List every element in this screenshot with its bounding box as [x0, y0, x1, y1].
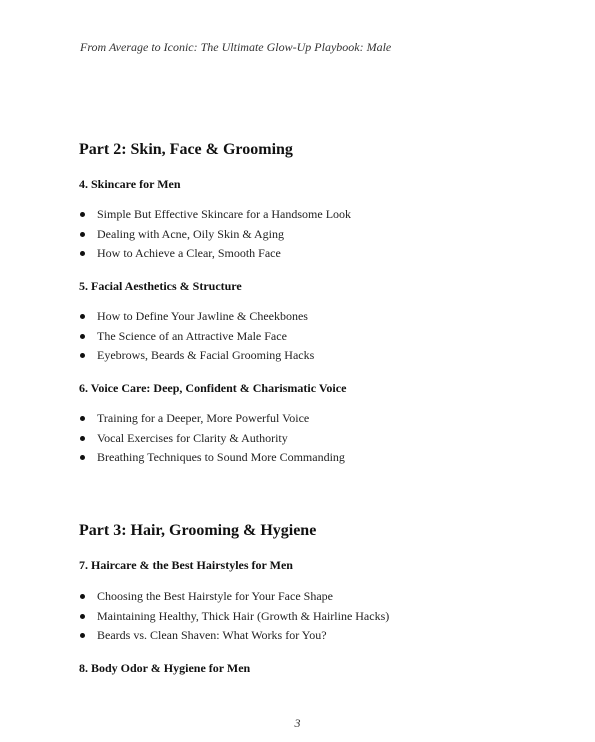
bullet-icon — [80, 314, 85, 319]
list-item-text: How to Define Your Jawline & Cheekbones — [97, 309, 308, 323]
list-item-text: Eyebrows, Beards & Facial Grooming Hacks — [97, 348, 315, 363]
list-item — [79, 346, 314, 366]
bullet-icon — [80, 416, 85, 421]
list-item — [79, 429, 345, 449]
list-item-text: Choosing the Best Hairstyle for Your Face Shape — [97, 589, 333, 603]
list-item — [79, 587, 389, 607]
bullet-list — [79, 205, 351, 264]
chapter-title: 8. Body Odor & Hygiene for Men — [79, 661, 251, 675]
bullet-list — [79, 409, 345, 468]
chapter-title: 7. Haircare & the Best Hairstyles for Men — [79, 558, 293, 572]
list-item-text: How to Achieve a Clear, Smooth Face — [97, 246, 281, 261]
list-item — [79, 409, 345, 429]
bullet-icon — [80, 436, 85, 441]
list-item — [79, 307, 314, 327]
bullet-icon — [80, 212, 85, 217]
list-item — [79, 448, 345, 468]
list-item-text: The Science of an Attractive Male Face — [97, 328, 287, 343]
list-item — [79, 244, 351, 264]
bullet-list — [79, 587, 389, 646]
bullet-list — [79, 307, 314, 366]
bullet-icon — [80, 633, 85, 638]
list-item-text: Simple But Effective Skincare for a Handsome Look — [97, 207, 352, 221]
bullet-icon — [80, 594, 85, 599]
bullet-icon — [80, 353, 85, 358]
list-item-text: Breathing Techniques to Sound More Commanding — [97, 450, 345, 465]
chapter-title: 6. Voice Care: Deep, Confident & Charismatic Voice — [79, 381, 347, 395]
list-item — [79, 205, 351, 225]
list-item — [79, 225, 351, 245]
chapter-title: 4. Skincare for Men — [79, 177, 181, 191]
part-title: Part 2: Skin, Face & Grooming — [79, 141, 293, 158]
running-header: From Average to Iconic: The Ultimate Glow-Up Playbook: Male — [80, 40, 392, 54]
list-item-text: Maintaining Healthy, Thick Hair (Growth & Hairline Hacks) — [97, 608, 390, 623]
list-item-text: Beards vs. Clean Shaven: What Works for You? — [97, 628, 327, 643]
chapter-title: 5. Facial Aesthetics & Structure — [79, 279, 242, 293]
list-item — [79, 626, 389, 646]
list-item-text: Dealing with Acne, Oily Skin & Aging — [97, 226, 284, 241]
page-number: 3 — [294, 716, 301, 730]
list-item — [79, 607, 389, 627]
list-item — [79, 327, 314, 347]
bullet-icon — [80, 232, 85, 237]
bullet-icon — [80, 251, 85, 256]
bullet-icon — [80, 334, 85, 339]
bullet-icon — [80, 455, 85, 460]
list-item-text: Vocal Exercises for Clarity & Authority — [97, 430, 288, 445]
bullet-icon — [80, 614, 85, 619]
part-title: Part 3: Hair, Grooming & Hygiene — [79, 522, 317, 539]
list-item-text: Training for a Deeper, More Powerful Voice — [97, 411, 310, 425]
